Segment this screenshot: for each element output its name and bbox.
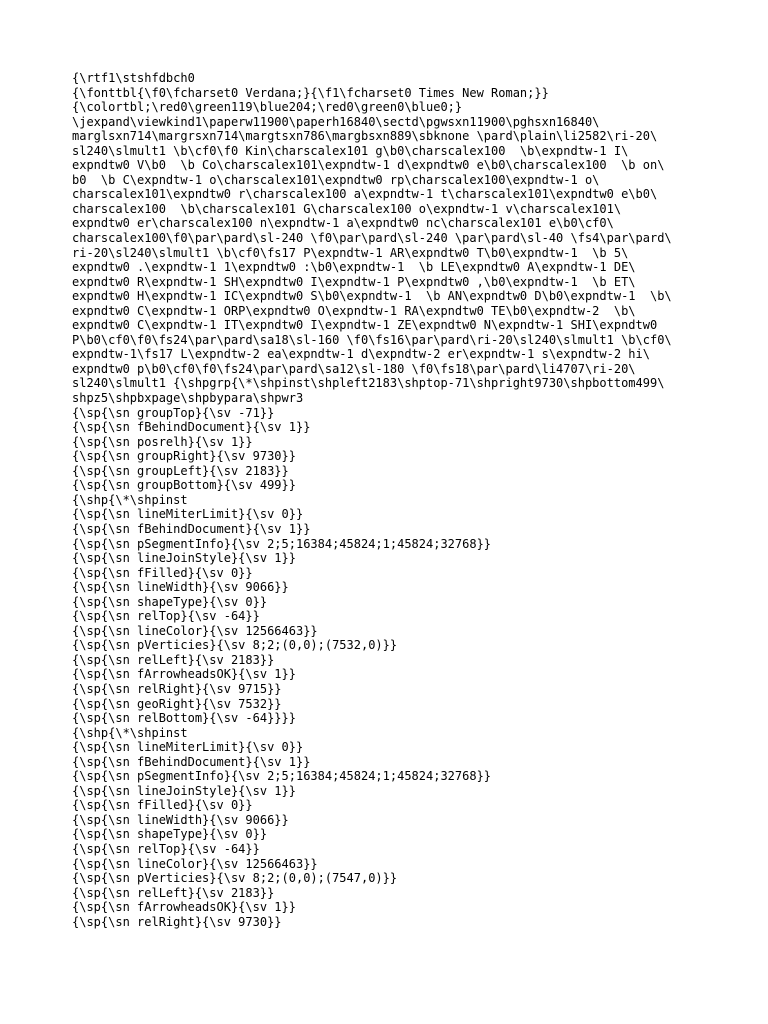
text-line: expndtw0 H\expndtw-1 IC\expndtw0 S\b0\expndtw-1 \b AN\expndtw0 D\b0\expndtw-1 \b\ bbox=[72, 289, 672, 304]
text-line: charscalex101\expndtw0 r\charscalex100 a\expndtw-1 t\charscalex101\expndtw0 e\b0\ bbox=[72, 187, 658, 202]
text-line: {\sp{\sn relRight}{\sv 9730}} bbox=[72, 914, 282, 929]
text-line: expndtw0 p\b0\cf0\f0\fs24\par\pard\sa12\sl-180 \f0\fs18\par\pard\li4707\ri-20\ bbox=[72, 361, 636, 376]
rtf-source-text bbox=[72, 71, 732, 929]
text-line: expndtw0 .\expndtw-1 1\expndtw0 :\b0\expndtw-1 \b LE\expndtw0 A\expndtw-1 DE\ bbox=[72, 260, 636, 275]
text-line: {\sp{\sn lineColor}{\sv 12566463}} bbox=[72, 856, 318, 871]
text-line: {\sp{\sn shapeType}{\sv 0}} bbox=[72, 594, 268, 609]
text-line: {\sp{\sn lineWidth}{\sv 9066}} bbox=[72, 812, 289, 827]
text-line: {\shp{\*\shpinst bbox=[72, 725, 188, 740]
text-line: shpz5\shpbxpage\shpbypara\shpwr3 bbox=[72, 391, 304, 406]
text-line: {\sp{\sn lineMiterLimit}{\sv 0}} bbox=[72, 507, 304, 522]
text-line: {\sp{\sn lineColor}{\sv 12566463}} bbox=[72, 623, 318, 638]
text-line: sl240\slmult1 \b\cf0\f0 Kin\charscalex101 g\b0\charscalex100 \b\expndtw-1 I\ bbox=[72, 143, 629, 158]
text-line: expndtw0 er\charscalex100 n\expndtw-1 a\expndtw0 nc\charscalex101 e\b0\cf0\ bbox=[72, 216, 614, 231]
text-line: ri-20\sl240\slmult1 \b\cf0\fs17 P\expndtw-1 AR\expndtw0 T\b0\expndtw-1 \b 5\ bbox=[72, 245, 629, 260]
text-line: {\sp{\sn shapeType}{\sv 0}} bbox=[72, 827, 268, 842]
text-line: {\sp{\sn relTop}{\sv -64}} bbox=[72, 609, 260, 624]
text-line: {\fonttbl{\f0\fcharset0 Verdana;}{\f1\fcharset0 Times New Roman;}} bbox=[72, 85, 549, 100]
text-line: {\sp{\sn relRight}{\sv 9715}} bbox=[72, 681, 282, 696]
text-line: {\sp{\sn lineJoinStyle}{\sv 1}} bbox=[72, 551, 296, 566]
text-line: charscalex100\f0\par\pard\sl-240 \f0\par\pard\sl-240 \par\pard\sl-40 \fs4\par\pard\ bbox=[72, 231, 672, 246]
text-line: {\sp{\sn fBehindDocument}{\sv 1}} bbox=[72, 754, 311, 769]
text-line: {\sp{\sn relBottom}{\sv -64}}}} bbox=[72, 711, 296, 726]
text-line: expndtw-1\fs17 L\expndtw-2 ea\expndtw-1 d\expndtw-2 er\expndtw-1 s\expndtw-2 hi\ bbox=[72, 347, 650, 362]
text-line: {\sp{\sn pVerticies}{\sv 8;2;(0,0);(7547,0)}} bbox=[72, 871, 398, 886]
text-line: {\sp{\sn lineWidth}{\sv 9066}} bbox=[72, 580, 289, 595]
text-line: {\sp{\sn groupBottom}{\sv 499}} bbox=[72, 478, 296, 493]
text-line: {\sp{\sn fBehindDocument}{\sv 1}} bbox=[72, 521, 311, 536]
text-line: {\sp{\sn fArrowheadsOK}{\sv 1}} bbox=[72, 900, 296, 915]
text-line: charscalex100 \b\charscalex101 G\charscalex100 o\expndtw-1 v\charscalex101\ bbox=[72, 201, 622, 216]
text-line: {\sp{\sn pSegmentInfo}{\sv 2;5;16384;45824;1;45824;32768}} bbox=[72, 536, 492, 551]
text-line: b0 \b C\expndtw-1 o\charscalex101\expndtw0 rp\charscalex100\expndtw-1 o\ bbox=[72, 172, 600, 187]
text-line: {\sp{\sn pSegmentInfo}{\sv 2;5;16384;45824;1;45824;32768}} bbox=[72, 769, 492, 784]
text-line: {\sp{\sn posrelh}{\sv 1}} bbox=[72, 434, 253, 449]
text-line: marglsxn714\margrsxn714\margtsxn786\margbsxn889\sbknone \pard\plain\li2582\ri-20\ bbox=[72, 129, 658, 144]
text-line: {\sp{\sn fBehindDocument}{\sv 1}} bbox=[72, 420, 311, 435]
text-line: {\sp{\sn fArrowheadsOK}{\sv 1}} bbox=[72, 667, 296, 682]
text-line: {\sp{\sn fFilled}{\sv 0}} bbox=[72, 798, 253, 813]
text-line: {\sp{\sn lineJoinStyle}{\sv 1}} bbox=[72, 783, 296, 798]
text-line: {\sp{\sn lineMiterLimit}{\sv 0}} bbox=[72, 740, 304, 755]
text-line: {\sp{\sn relLeft}{\sv 2183}} bbox=[72, 885, 275, 900]
text-line: {\colortbl;\red0\green119\blue204;\red0\green0\blue0;} bbox=[72, 100, 463, 115]
text-line: {\rtf1\stshfdbch0 bbox=[72, 71, 195, 85]
text-line: {\shp{\*\shpinst bbox=[72, 492, 188, 507]
text-line: {\sp{\sn pVerticies}{\sv 8;2;(0,0);(7532,0)}} bbox=[72, 638, 398, 653]
text-line: sl240\slmult1 {\shpgrp{\*\shpinst\shpleft2183\shptop-71\shpright9730\shpbottom499\ bbox=[72, 376, 665, 391]
text-line: {\sp{\sn geoRight}{\sv 7532}} bbox=[72, 696, 282, 711]
text-line: {\sp{\sn relLeft}{\sv 2183}} bbox=[72, 652, 275, 667]
text-line: {\sp{\sn relTop}{\sv -64}} bbox=[72, 841, 260, 856]
text-line: expndtw0 C\expndtw-1 ORP\expndtw0 O\expndtw-1 RA\expndtw0 TE\b0\expndtw-2 \b\ bbox=[72, 303, 636, 318]
text-line: {\sp{\sn groupTop}{\sv -71}} bbox=[72, 405, 275, 420]
text-line: P\b0\cf0\f0\fs24\par\pard\sa18\sl-160 \f0\fs16\par\pard\ri-20\sl240\slmult1 \b\cf0\ bbox=[72, 332, 672, 347]
text-line: expndtw0 V\b0 \b Co\charscalex101\expndtw-1 d\expndtw0 e\b0\charscalex100 \b on\ bbox=[72, 158, 665, 173]
text-line: expndtw0 C\expndtw-1 IT\expndtw0 I\expndtw-1 ZE\expndtw0 N\expndtw-1 SHI\expndtw0 bbox=[72, 318, 658, 333]
text-line: {\sp{\sn groupLeft}{\sv 2183}} bbox=[72, 463, 289, 478]
text-line: \jexpand\viewkind1\paperw11900\paperh16840\sectd\pgwsxn11900\pghsxn16840\ bbox=[72, 114, 600, 129]
text-line: expndtw0 R\expndtw-1 SH\expndtw0 I\expndtw-1 P\expndtw0 ,\b0\expndtw-1 \b ET\ bbox=[72, 274, 636, 289]
text-line: {\sp{\sn fFilled}{\sv 0}} bbox=[72, 565, 253, 580]
text-line: {\sp{\sn groupRight}{\sv 9730}} bbox=[72, 449, 296, 464]
